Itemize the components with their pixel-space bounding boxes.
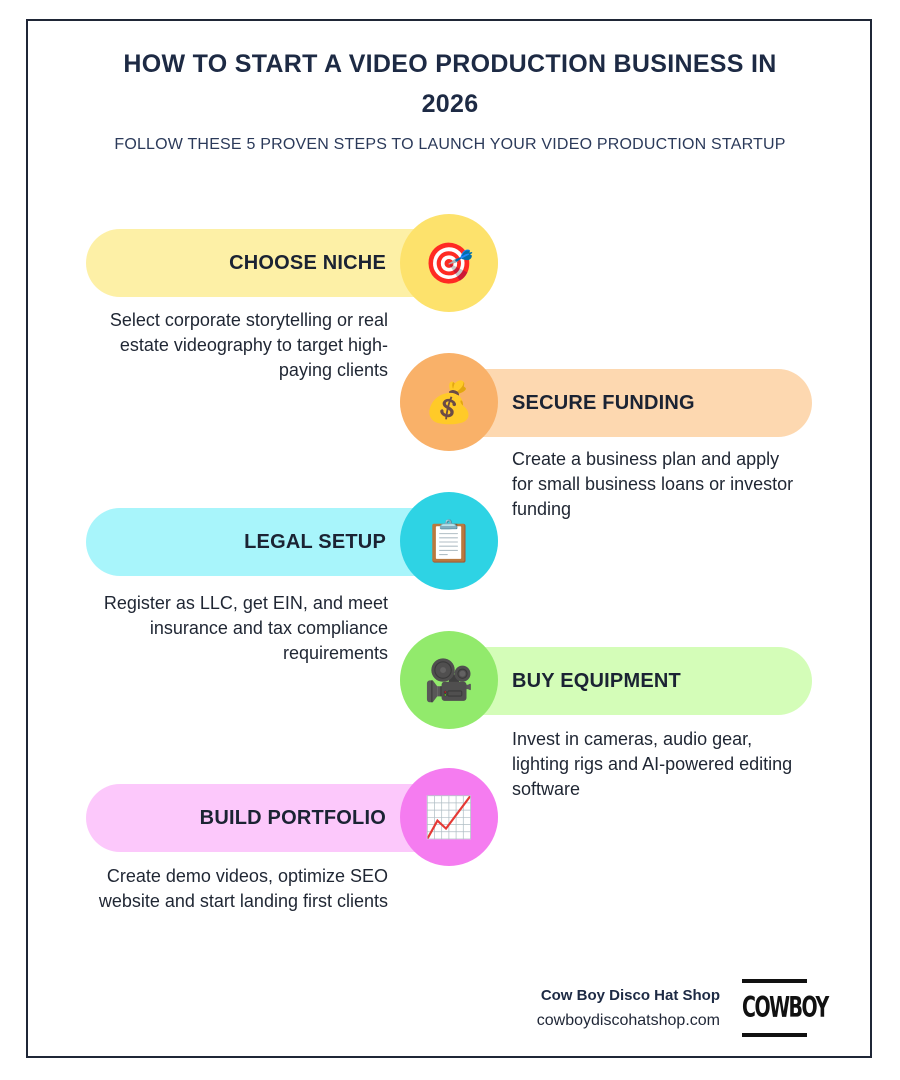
step-description: Select corporate storytelling or real estate videography to target high-paying clients	[109, 310, 388, 380]
step-label: LEGAL SETUP	[244, 530, 386, 553]
money-bag-icon: 💰	[424, 380, 474, 425]
brand-name: Cow Boy Disco Hat Shop	[540, 987, 720, 1004]
step-label: BUY EQUIPMENT	[512, 669, 681, 692]
step-circle-secure-funding	[400, 353, 498, 451]
page-title: HOW TO START A VIDEO PRODUCTION BUSINESS IN 2026	[123, 50, 777, 118]
clipboard-icon: 📋	[424, 519, 474, 564]
step-label: SECURE FUNDING	[512, 391, 695, 414]
logo-bottom-bar	[742, 1033, 807, 1037]
target-icon: 🎯	[424, 241, 474, 286]
logo-top-bar	[742, 979, 807, 983]
movie-camera-icon: 🎥	[424, 658, 474, 703]
step-circle-buy-equipment	[400, 631, 498, 729]
step-circle-legal-setup	[400, 492, 498, 590]
page-subtitle: FOLLOW THESE 5 PROVEN STEPS TO LAUNCH YOUR VIDEO PRODUCTION STARTUP	[114, 136, 786, 153]
step-description: Register as LLC, get EIN, and meet insurance and tax compliance requirements	[103, 593, 388, 663]
step-description: Create a business plan and apply for small business loans or investor funding	[512, 449, 794, 519]
step-label: BUILD PORTFOLIO	[199, 806, 386, 829]
step-description: Invest in cameras, audio gear, lighting rigs and AI-powered editing software	[512, 729, 793, 799]
logo-text: COWBOY	[742, 991, 828, 1025]
step-label: CHOOSE NICHE	[229, 251, 386, 274]
step-circle-choose-niche	[400, 214, 498, 312]
brand-website-link[interactable]: cowboydiscohatshop.com	[536, 1012, 720, 1029]
chart-increasing-icon: 📈	[424, 795, 474, 840]
step-circle-build-portfolio	[400, 768, 498, 866]
brand-logo	[742, 979, 828, 1037]
step-description: Create demo videos, optimize SEO website and start landing first clients	[98, 866, 388, 911]
